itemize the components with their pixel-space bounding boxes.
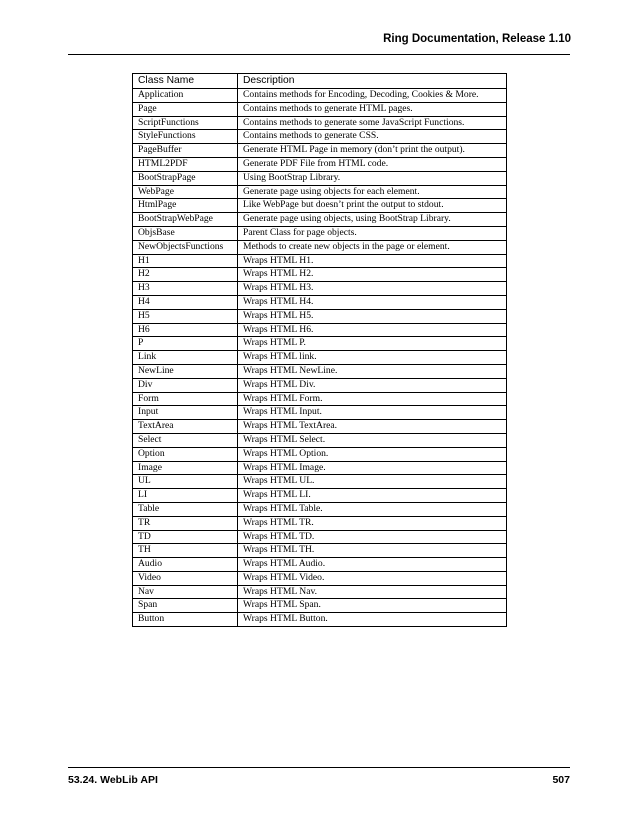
class-name-cell: UL	[133, 475, 238, 489]
class-name-cell: WebPage	[133, 185, 238, 199]
table-row	[133, 337, 507, 351]
class-name-cell: H3	[133, 282, 238, 296]
class-name-cell: H1	[133, 254, 238, 268]
description-cell: Wraps HTML Select.	[238, 433, 507, 447]
table-row	[133, 530, 507, 544]
class-name-cell: Button	[133, 613, 238, 627]
table-row	[133, 544, 507, 558]
header-rule	[68, 54, 570, 55]
class-name-cell: TextArea	[133, 420, 238, 434]
table-row	[133, 351, 507, 365]
table-row	[133, 282, 507, 296]
table-row	[133, 268, 507, 282]
description-cell: Wraps HTML NewLine.	[238, 364, 507, 378]
description-cell: Generate PDF File from HTML code.	[238, 157, 507, 171]
class-name-cell: Video	[133, 571, 238, 585]
class-name-cell: H6	[133, 323, 238, 337]
table-row	[133, 392, 507, 406]
class-name-cell: TR	[133, 516, 238, 530]
class-name-cell: Nav	[133, 585, 238, 599]
description-cell: Contains methods for Encoding, Decoding, Cookies & More.	[238, 89, 507, 103]
table-body	[133, 89, 507, 627]
description-cell: Generate HTML Page in memory (don’t print the output).	[238, 144, 507, 158]
table-row	[133, 502, 507, 516]
description-cell: Wraps HTML Audio.	[238, 558, 507, 572]
class-name-cell: Input	[133, 406, 238, 420]
description-cell: Using BootStrap Library.	[238, 171, 507, 185]
description-cell: Wraps HTML Input.	[238, 406, 507, 420]
class-name-cell: TH	[133, 544, 238, 558]
table-row	[133, 157, 507, 171]
description-cell: Generate page using objects for each element.	[238, 185, 507, 199]
description-cell: Methods to create new objects in the page or element.	[238, 240, 507, 254]
description-cell: Wraps HTML H2.	[238, 268, 507, 282]
class-name-cell: NewLine	[133, 364, 238, 378]
running-header-title: Ring Documentation, Release 1.10	[383, 33, 571, 45]
table-row	[133, 144, 507, 158]
table-row	[133, 489, 507, 503]
class-name-cell: Table	[133, 502, 238, 516]
description-cell: Wraps HTML H1.	[238, 254, 507, 268]
description-cell: Wraps HTML Div.	[238, 378, 507, 392]
table-row	[133, 102, 507, 116]
description-cell: Wraps HTML TH.	[238, 544, 507, 558]
class-name-cell: BootStrapWebPage	[133, 213, 238, 227]
class-name-cell: Image	[133, 461, 238, 475]
table-row	[133, 461, 507, 475]
table-row	[133, 185, 507, 199]
class-name-cell: ObjsBase	[133, 226, 238, 240]
description-cell: Contains methods to generate CSS.	[238, 130, 507, 144]
column-header-description: Description	[238, 74, 507, 89]
class-name-cell: HtmlPage	[133, 199, 238, 213]
table-row	[133, 475, 507, 489]
description-cell: Like WebPage but doesn’t print the output to stdout.	[238, 199, 507, 213]
table-row	[133, 130, 507, 144]
class-name-cell: NewObjectsFunctions	[133, 240, 238, 254]
table-row	[133, 254, 507, 268]
table-row	[133, 558, 507, 572]
class-name-cell: H2	[133, 268, 238, 282]
table-row	[133, 364, 507, 378]
class-name-cell: StyleFunctions	[133, 130, 238, 144]
class-name-cell: LI	[133, 489, 238, 503]
table-row	[133, 378, 507, 392]
description-cell: Wraps HTML P.	[238, 337, 507, 351]
class-name-cell: BootStrapPage	[133, 171, 238, 185]
class-name-cell: TD	[133, 530, 238, 544]
table-row	[133, 516, 507, 530]
weblib-classes-table	[132, 73, 507, 627]
description-cell: Wraps HTML TD.	[238, 530, 507, 544]
class-name-cell: Select	[133, 433, 238, 447]
table-row	[133, 571, 507, 585]
description-cell: Wraps HTML Option.	[238, 447, 507, 461]
table-row	[133, 599, 507, 613]
table-row	[133, 171, 507, 185]
table-row	[133, 613, 507, 627]
description-cell: Wraps HTML Form.	[238, 392, 507, 406]
description-cell: Wraps HTML H5.	[238, 309, 507, 323]
class-name-cell: H4	[133, 295, 238, 309]
class-name-cell: Span	[133, 599, 238, 613]
description-cell: Wraps HTML Span.	[238, 599, 507, 613]
description-cell: Wraps HTML UL.	[238, 475, 507, 489]
class-name-cell: Audio	[133, 558, 238, 572]
description-cell: Wraps HTML TR.	[238, 516, 507, 530]
class-name-cell: P	[133, 337, 238, 351]
description-cell: Wraps HTML Button.	[238, 613, 507, 627]
table-row	[133, 309, 507, 323]
class-name-cell: PageBuffer	[133, 144, 238, 158]
table-row	[133, 116, 507, 130]
class-name-cell: Div	[133, 378, 238, 392]
description-cell: Parent Class for page objects.	[238, 226, 507, 240]
description-cell: Generate page using objects, using BootStrap Library.	[238, 213, 507, 227]
class-name-cell: Form	[133, 392, 238, 406]
footer-page-number: 507	[552, 774, 570, 786]
table-row	[133, 420, 507, 434]
description-cell: Wraps HTML link.	[238, 351, 507, 365]
class-name-cell: Page	[133, 102, 238, 116]
class-name-cell: Application	[133, 89, 238, 103]
footer-section-title: 53.24. WebLib API	[68, 774, 158, 786]
table-row	[133, 323, 507, 337]
table-row	[133, 89, 507, 103]
table-row	[133, 433, 507, 447]
description-cell: Wraps HTML LI.	[238, 489, 507, 503]
table-row	[133, 240, 507, 254]
description-cell: Wraps HTML Video.	[238, 571, 507, 585]
description-cell: Contains methods to generate HTML pages.	[238, 102, 507, 116]
class-name-cell: Option	[133, 447, 238, 461]
description-cell: Wraps HTML H6.	[238, 323, 507, 337]
description-cell: Wraps HTML H4.	[238, 295, 507, 309]
description-cell: Wraps HTML Image.	[238, 461, 507, 475]
class-name-cell: ScriptFunctions	[133, 116, 238, 130]
table-row	[133, 199, 507, 213]
table-row	[133, 213, 507, 227]
table-header-row	[133, 74, 507, 89]
class-name-cell: Link	[133, 351, 238, 365]
description-cell: Wraps HTML Nav.	[238, 585, 507, 599]
table-row	[133, 585, 507, 599]
description-cell: Wraps HTML H3.	[238, 282, 507, 296]
column-header-class-name: Class Name	[133, 74, 238, 89]
class-name-cell: H5	[133, 309, 238, 323]
description-cell: Contains methods to generate some JavaScript Functions.	[238, 116, 507, 130]
class-name-cell: HTML2PDF	[133, 157, 238, 171]
description-cell: Wraps HTML Table.	[238, 502, 507, 516]
table-row	[133, 447, 507, 461]
footer-rule	[68, 767, 570, 768]
table-row	[133, 295, 507, 309]
description-cell: Wraps HTML TextArea.	[238, 420, 507, 434]
table-row	[133, 226, 507, 240]
table-row	[133, 406, 507, 420]
